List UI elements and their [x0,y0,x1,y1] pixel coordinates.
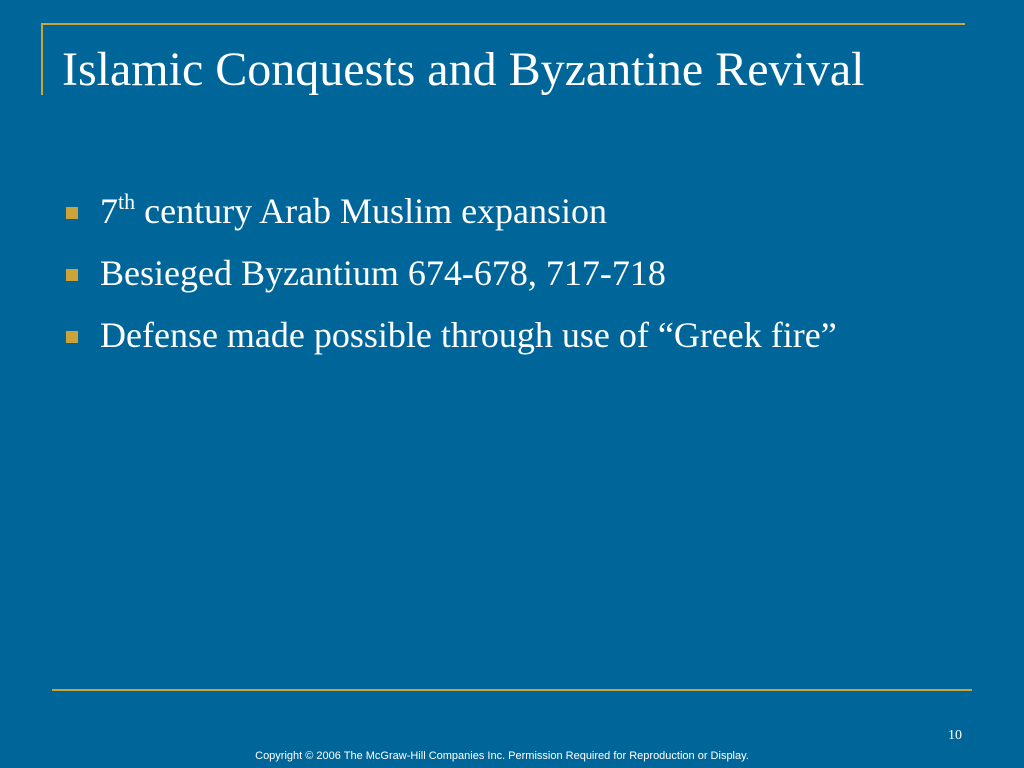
bullet-text-prefix: 7 [100,191,118,231]
square-bullet-icon [66,269,78,281]
title-frame-top-rule [42,23,965,25]
bullet-text: century Arab Muslim expansion [135,191,608,231]
bullet-item [62,252,922,295]
copyright-notice: Copyright © 2006 The McGraw-Hill Companies Inc. Permission Required for Reproduction or Display. [255,750,749,762]
bullet-item [62,314,922,357]
bullet-text: Besieged Byzantium 674-678, 717-718 [100,253,666,293]
bullet-text: Defense made possible through use of “Greek fire” [100,315,837,355]
footer-rule [52,689,972,691]
bullet-text-superscript: th [118,189,136,214]
square-bullet-icon [66,207,78,219]
square-bullet-icon [66,331,78,343]
slide-title: Islamic Conquests and Byzantine Revival [62,43,865,96]
bullet-list [62,190,922,376]
page-number: 10 [948,728,962,743]
title-frame-left-rule [41,23,43,95]
bullet-item [62,190,922,233]
